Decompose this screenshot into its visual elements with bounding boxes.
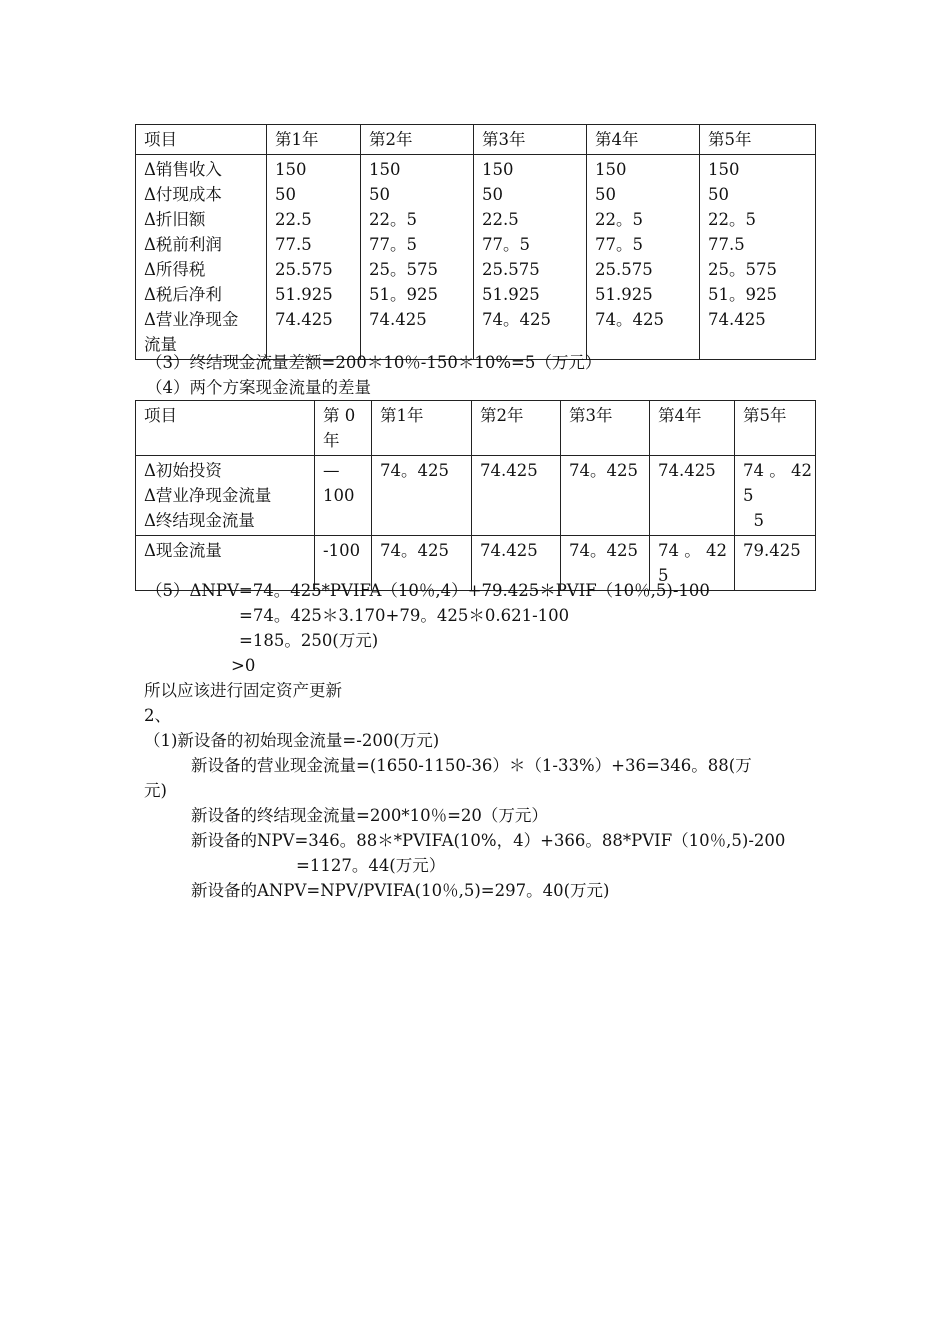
row-labels-cell: Δ销售收入 Δ付现成本 Δ折旧额 Δ税前利润 Δ所得税 Δ税后净利 Δ营业净现金 流量 <box>136 155 267 360</box>
header-cell: 第4年 <box>587 125 700 155</box>
header-cell: 第2年 <box>472 401 561 456</box>
table-cell: — 100 <box>315 456 372 536</box>
new-npv-result-line: =1127。44(万元） <box>296 856 446 875</box>
header-cell: 第1年 <box>372 401 472 456</box>
table-cell: 74。425 <box>561 456 650 536</box>
new-npv-line: 新设备的NPV=346。88＊*PVIFA(10%，4）+366。88*PVIF（10％,5)-200 <box>191 831 786 850</box>
table-cell: Δ现金流量 <box>136 536 315 591</box>
year-values-cell: 150 50 22.5 77。5 25.575 51.925 74。425 <box>474 155 587 360</box>
operating-cashflow-line: 新设备的营业现金流量=(1650-1150-36）＊（1-33%）+36=346。88(万 <box>191 756 752 775</box>
header-cell: 第2年 <box>361 125 474 155</box>
header-cell: 第5年 <box>700 125 816 155</box>
table-cell: 74 。 42 5 <box>650 536 735 591</box>
section-title-line: （4）两个方案现金流量的差量 <box>146 378 371 397</box>
operating-cashflow-line-cont: 元) <box>144 781 167 800</box>
table-row <box>136 155 816 360</box>
anpv-line: 新设备的ANPV=NPV/PVIFA(10％,5)=297。40(万元) <box>191 881 610 900</box>
year-values-cell: 150 50 22。5 77。5 25.575 51.925 74。425 <box>587 155 700 360</box>
table-cell: -100 <box>315 536 372 591</box>
table-cell: 74.425 <box>472 456 561 536</box>
year-values-cell: 150 50 22。5 77.5 25。575 51。925 74.425 <box>700 155 816 360</box>
npv-line-2: =74。425＊3.170+79。425＊0.621-100 <box>239 606 570 625</box>
table-row <box>136 456 816 536</box>
table-header-row <box>136 401 816 456</box>
table-cell: 74.425 <box>650 456 735 536</box>
table-cell: Δ初始投资 Δ营业净现金流量 Δ终结现金流量 <box>136 456 315 536</box>
npv-line-1: （5）ΔNPV=74。425*PVIFA（10％,4）+79.425＊PVIF（10％,5)-100 <box>146 581 710 600</box>
terminal-cashflow-line: （3）终结现金流量差额=200＊10％-150＊10%=5（万元） <box>146 353 602 372</box>
npv-line-3: =185。250(万元) <box>239 631 379 650</box>
table-cell: 74 。 42 5 5 <box>735 456 816 536</box>
header-cell: 第 0 年 <box>315 401 372 456</box>
header-cell: 第4年 <box>650 401 735 456</box>
question-number: 2、 <box>144 706 171 725</box>
header-cell: 项目 <box>136 125 267 155</box>
table-cell: 74。425 <box>561 536 650 591</box>
header-cell: 第3年 <box>474 125 587 155</box>
incremental-table <box>135 124 816 360</box>
conclusion-line: 所以应该进行固定资产更新 <box>144 681 342 700</box>
table-cell: 74。425 <box>372 536 472 591</box>
initial-cashflow-line: （1)新设备的初始现金流量=-200(万元) <box>144 731 440 750</box>
table-header-row <box>136 125 816 155</box>
year-values-cell: 150 50 22。5 77。5 25。575 51。925 74.425 <box>361 155 474 360</box>
header-cell: 第5年 <box>735 401 816 456</box>
difference-table <box>135 400 816 591</box>
header-cell: 第1年 <box>267 125 361 155</box>
table-cell: 74。425 <box>372 456 472 536</box>
year-values-cell: 150 50 22.5 77.5 25.575 51.925 74.425 <box>267 155 361 360</box>
npv-line-4: >0 <box>231 656 256 675</box>
table-cell: 79.425 <box>735 536 816 591</box>
terminal-cashflow-line-2: 新设备的终结现金流量=200*10％=20（万元） <box>191 806 548 825</box>
table-cell: 74.425 <box>472 536 561 591</box>
header-cell: 项目 <box>136 401 315 456</box>
header-cell: 第3年 <box>561 401 650 456</box>
